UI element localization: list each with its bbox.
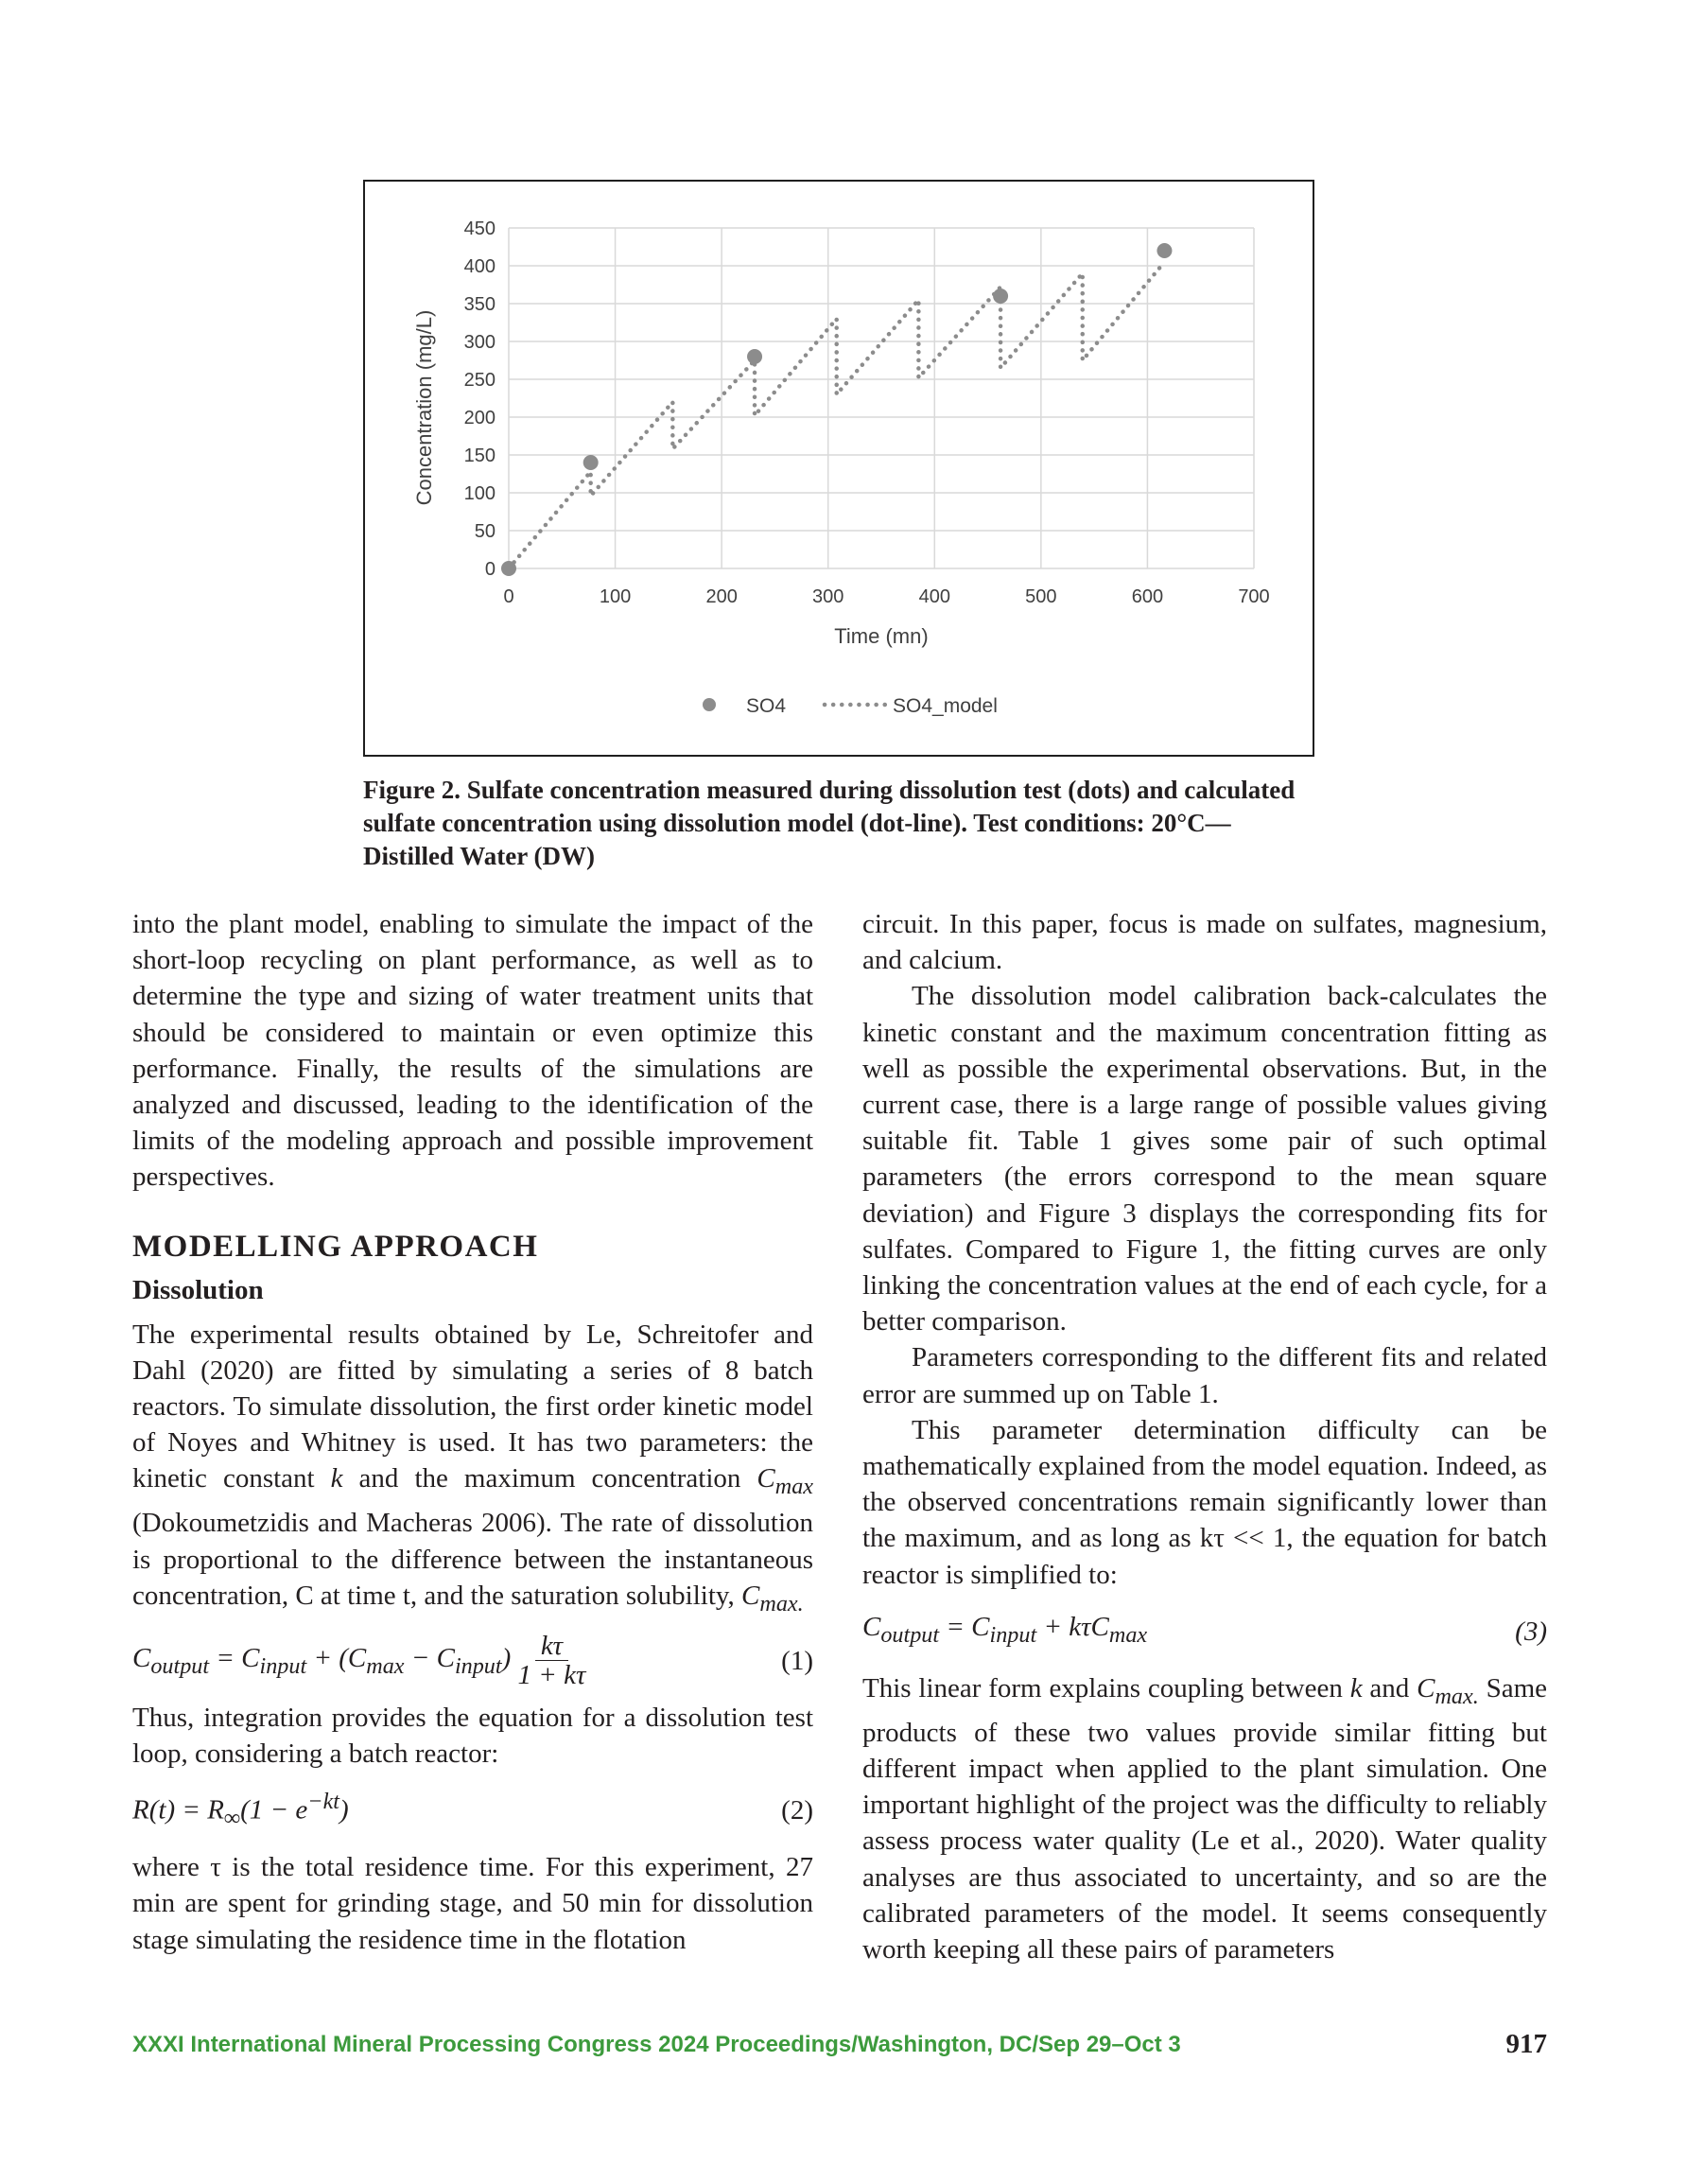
x-tick-label: 0 bbox=[503, 586, 514, 607]
legend-marker-so4 bbox=[703, 698, 716, 711]
y-tick-label: 350 bbox=[463, 294, 496, 315]
paragraph: The dissolution model calibration back-calculates the kinetic constant and the maximum concentration fitting as well as possible the experimental observations. But, in the current case, there is a large range of possible values giving suitable fit. Table 1 gives some pair of such optimal parameters (the errors correspond to the mean square deviation) and Figure 3 displays the corresponding fits for sulfates. Compared to Figure 1, the fitting curves are only linking the concentration values at the end of each cycle, for a better comparison. bbox=[862, 981, 1547, 1337]
paragraph: Thus, integration provides the equation for a dissolution test loop, considering a batch reactor: bbox=[132, 1702, 813, 1770]
legend-label-so4-model: SO4_model bbox=[893, 695, 998, 717]
y-axis-label: Concentration (mg/L) bbox=[412, 309, 436, 506]
left-column bbox=[132, 906, 813, 1958]
section-heading: MODELLING APPROACH bbox=[132, 1229, 539, 1264]
data-point-so4 bbox=[1157, 243, 1172, 258]
paragraph: circuit. In this paper, focus is made on sulfates, magnesium, and calcium. bbox=[862, 909, 1547, 976]
figure-caption: Figure 2. Sulfate concentration measured during dissolution test (dots) and calculated sulfate concentration using dissolution model (dot-line). Test conditions: 20°C—Distilled Water (DW) bbox=[363, 776, 1296, 870]
equation-number: (3) bbox=[1515, 1616, 1547, 1647]
data-point-so4 bbox=[583, 455, 599, 470]
y-tick-label: 450 bbox=[463, 218, 496, 239]
x-tick-label: 100 bbox=[599, 586, 632, 607]
chart-axes bbox=[464, 218, 1270, 607]
y-tick-label: 50 bbox=[474, 521, 496, 542]
paragraph: The experimental results obtained by Le, Schreitofer and Dahl (2020) are fitted by simulating a series of 8 batch reactors. To simulate dissolution, the first order kinetic model of Noyes and Whitney is used. It has two parameters: the kinetic constant k and the maximum concentration $C_{max}$ (Dokoumetzidis and Macheras 2006). The rate of dissolution is proportional to the difference between the instantaneous concentration, C at time t, and the saturation solubility, $C_{max.}$ bbox=[132, 1319, 814, 1616]
x-axis-label: Time (mn) bbox=[834, 624, 929, 648]
page-number: 917 bbox=[1505, 2029, 1547, 2059]
x-tick-label: 600 bbox=[1131, 586, 1164, 607]
chart-svg bbox=[365, 182, 1313, 755]
x-tick-label: 300 bbox=[812, 586, 844, 607]
paragraph: This parameter determination difficulty can be mathematically explained from the model equation. Indeed, as the observed concentrations remain significantly lower than the maximum, and as long as kτ << 1, the equation for batch reactor is simplified to: bbox=[862, 1414, 1547, 1590]
x-tick-label: 500 bbox=[1025, 586, 1057, 607]
equation-number: (1) bbox=[781, 1645, 813, 1676]
conference-footer: XXXI International Mineral Processing Congress 2024 Proceedings/Washington, DC/Sep 29–Oct 3 bbox=[132, 2031, 1181, 2057]
page-footer bbox=[132, 2029, 1547, 2060]
right-column bbox=[862, 906, 1547, 1967]
x-tick-label: 700 bbox=[1238, 586, 1270, 607]
paragraph: This linear form explains coupling between k and $C_{max.}$ Same products of these two values provide similar fitting but different impact when applied to the plant simulation. One important highlight of the project was the difficulty to reliably assess process water quality (Le et al., 2020). Water quality analyses are thus associated to uncertainty, and so are the calibrated parameters of the model. It seems consequently worth keeping all these pairs of parameters bbox=[862, 1672, 1548, 1966]
paragraph: where τ is the total residence time. For this experiment, 27 min are spent for grinding stage, and 50 min for dissolution stage simulating the residence time in the flotation bbox=[132, 1852, 813, 1955]
y-tick-label: 400 bbox=[463, 256, 496, 277]
equation-1: $C_{output} = C_{input} + (C_{max} - C_{input})$ $\frac{k\tau}{1 + k\tau}$ (1) bbox=[132, 1631, 813, 1691]
y-tick-label: 150 bbox=[463, 446, 496, 466]
subsection-heading: Dissolution bbox=[132, 1274, 264, 1305]
y-tick-label: 100 bbox=[463, 483, 496, 504]
y-tick-label: 300 bbox=[463, 332, 496, 353]
chart-series bbox=[501, 243, 1172, 576]
paragraph: Parameters corresponding to the different fits and related error are summed up on Table 1. bbox=[862, 1342, 1547, 1409]
x-tick-label: 200 bbox=[705, 586, 738, 607]
y-tick-label: 0 bbox=[484, 559, 496, 580]
series-line-so4-model bbox=[509, 262, 1164, 568]
equation-3: $C_{output} = C_{input} + k\tau C_{max}$ (3) bbox=[862, 1612, 1547, 1649]
chart-legend bbox=[703, 695, 998, 717]
figure-2-chart bbox=[363, 180, 1314, 757]
equation-2: $R(t) = R_\infty(1 - e^{-kt})$ (2) bbox=[132, 1789, 813, 1831]
data-point-so4 bbox=[993, 288, 1008, 304]
x-tick-label: 400 bbox=[918, 586, 950, 607]
y-tick-label: 250 bbox=[463, 370, 496, 391]
chart-grid bbox=[509, 228, 1254, 568]
data-point-so4 bbox=[747, 349, 762, 364]
paragraph: into the plant model, enabling to simulate the impact of the short-loop recycling on plant performance, as well as to determine the type and sizing of water treatment units that should be considered to maintain or even optimize this performance. Finally, the results of the simulations are analyzed and discussed, leading to the identification of the limits of the modeling approach and possible improvement perspectives. bbox=[132, 909, 813, 1193]
legend-label-so4: SO4 bbox=[746, 695, 787, 717]
equation-number: (2) bbox=[781, 1795, 813, 1826]
y-tick-label: 200 bbox=[463, 408, 496, 428]
data-point-so4 bbox=[501, 561, 516, 576]
